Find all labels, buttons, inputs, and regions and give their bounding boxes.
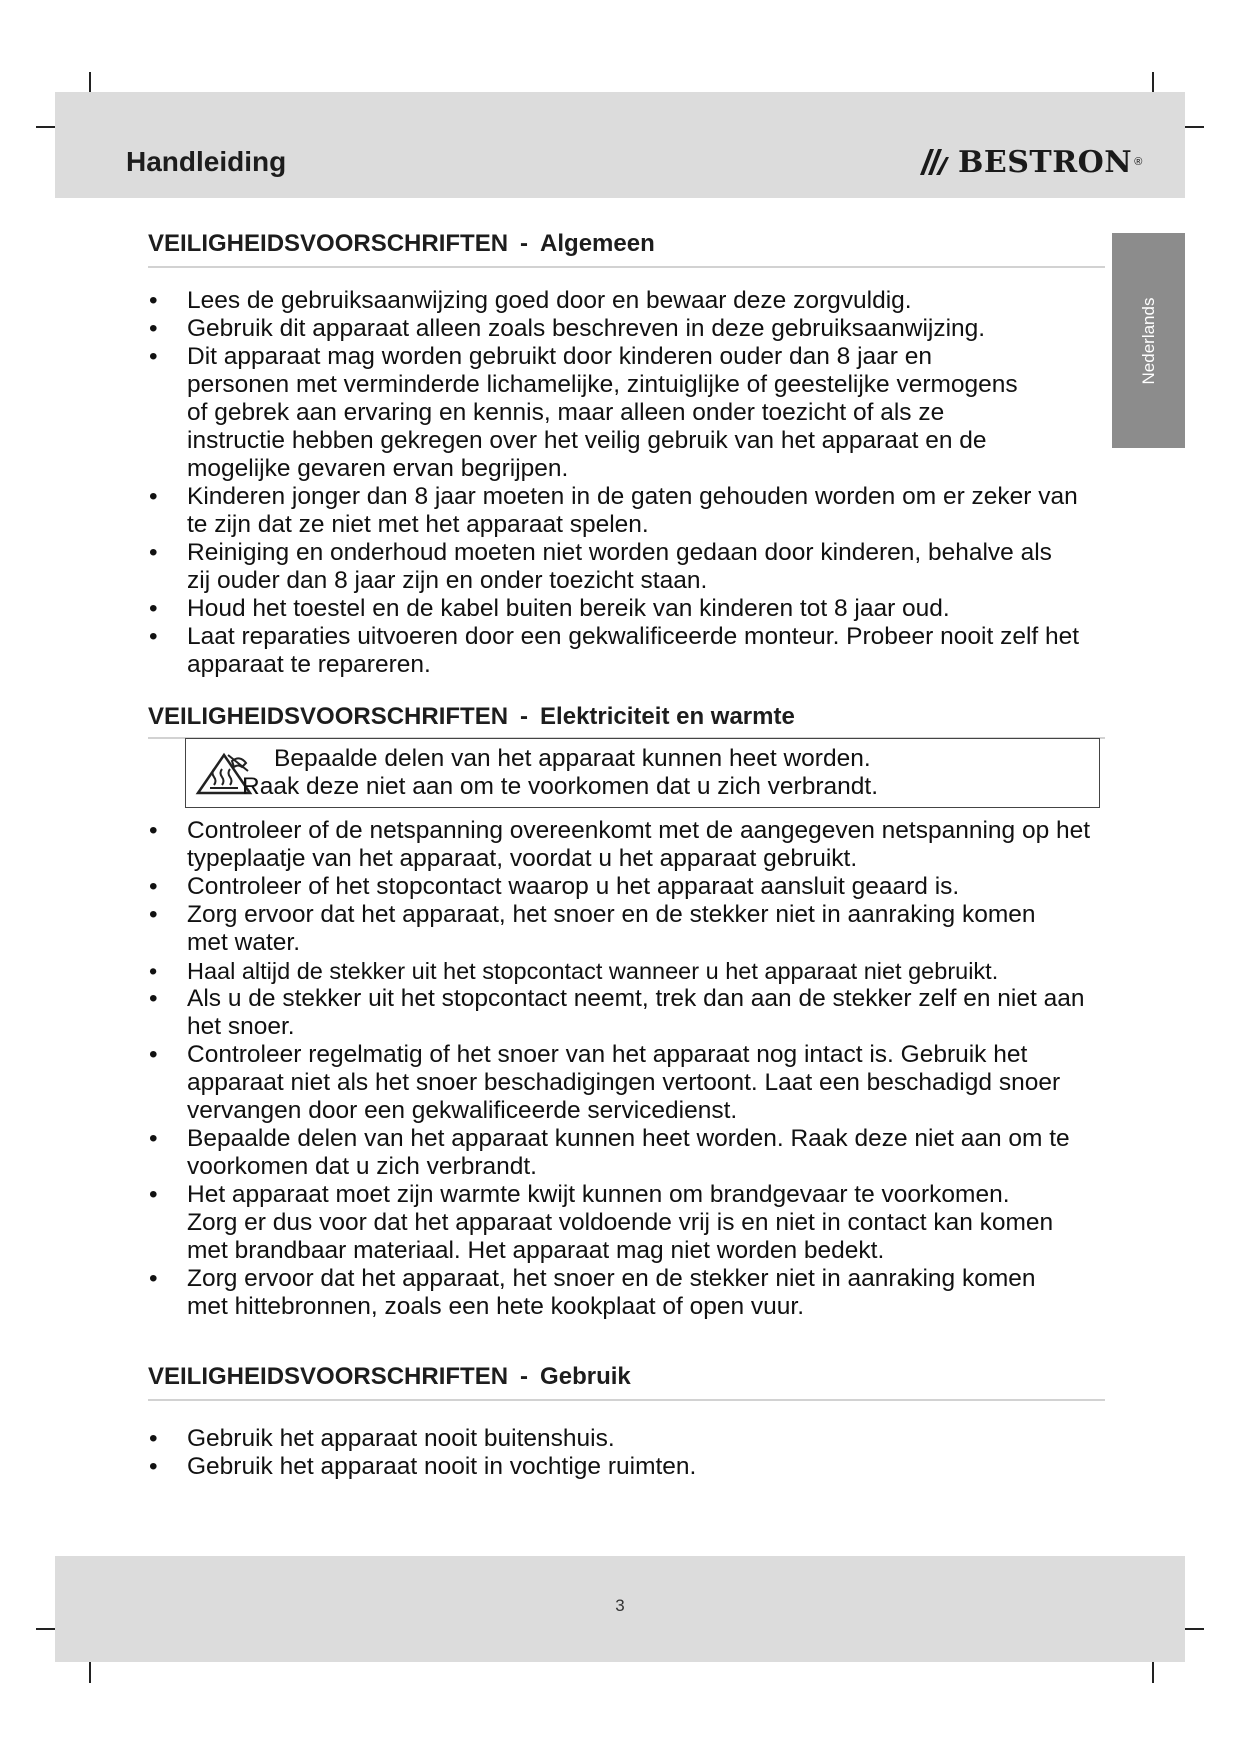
list-item: • Bepaalde delen van het apparaat kunnen heet worden. Raak deze niet aan om te voorkomen dat u zich verbrandt. [140, 1125, 1115, 1181]
brand-logo [918, 140, 1142, 184]
bestron-chevron-icon [918, 145, 952, 179]
list-item: • Kinderen jonger dan 8 jaar moeten in de gaten gehouden worden om er zeker van te zijn dat ze niet met het apparaat spelen. [140, 483, 1115, 539]
list-item: • Gebruik dit apparaat alleen zoals beschreven in deze gebruiksaanwijzing. [140, 315, 1115, 343]
list-item: • Gebruik het apparaat nooit buitenshuis. [140, 1425, 1115, 1453]
list-item: • Haal altijd de stekker uit het stopcontact wanneer u het apparaat niet gebruikt. [140, 957, 1115, 985]
page-number: 3 [615, 1596, 625, 1615]
list-item: • Controleer of het stopcontact waarop u het apparaat aansluit geaard is. [140, 873, 1115, 901]
section-heading-algemeen: VEILIGHEIDSVOORSCHRIFTEN - Algemeen [148, 230, 655, 257]
section-heading-elektriciteit: VEILIGHEIDSVOORSCHRIFTEN - Elektriciteit en warmte [148, 703, 795, 730]
list-item: • Controleer of de netspanning overeenkomt met de aangegeven netspanning op het typeplaatje van het apparaat, voordat u het apparaat gebruikt. [140, 817, 1115, 873]
language-tab [1112, 233, 1185, 448]
section-subheading: Algemeen [540, 230, 655, 257]
section-subheading: Elektriciteit en warmte [540, 703, 795, 730]
list-item: • Houd het toestel en de kabel buiten bereik van kinderen tot 8 jaar oud. [140, 595, 1115, 623]
list-item: • Reiniging en onderhoud moeten niet worden gedaan door kinderen, behalve als zij ouder dan 8 jaar zijn en onder toezicht staan. [140, 539, 1115, 595]
list-item: • Gebruik het apparaat nooit in vochtige ruimten. [140, 1453, 1115, 1481]
section-heading-text: VEILIGHEIDSVOORSCHRIFTEN [148, 230, 509, 257]
bullet-list-algemeen [140, 287, 1115, 679]
list-item: • Zorg ervoor dat het apparaat, het snoer en de stekker niet in aanraking komen met hittebronnen, zoals een hete kookplaat of open vuur. [140, 1265, 1115, 1321]
list-item: • Dit apparaat mag worden gebruikt door kinderen ouder dan 8 jaar en personen met verminderde lichamelijke, zintuiglijke of geestelijke vermogens of gebrek aan ervaring en kennis, maar alleen onder toezicht of als ze instructie hebben gekregen over het veilig gebruik van het apparaat en de mogelijke gevaren ervan begrijpen. [140, 343, 1115, 483]
section-heading-text: VEILIGHEIDSVOORSCHRIFTEN [148, 703, 509, 730]
list-item: • Controleer regelmatig of het snoer van het apparaat nog intact is. Gebruik het apparaat niet als het snoer beschadigingen vertoont. Laat een beschadigd snoer vervangen door een gekwalificeerde servicedienst. [140, 1041, 1115, 1125]
list-item: • Laat reparaties uitvoeren door een gekwalificeerde monteur. Probeer nooit zelf het apparaat te repareren. [140, 623, 1115, 679]
warning-box [185, 738, 1100, 808]
language-label: Nederlands [1138, 297, 1158, 384]
section-divider [148, 266, 1105, 268]
list-item: • Het apparaat moet zijn warmte kwijt kunnen om brandgevaar te voorkomen. Zorg er dus voor dat het apparaat voldoende vrij is en niet in contact kan komen met brandbaar materiaal. Het apparaat mag niet worden bedekt. [140, 1181, 1115, 1265]
section-subheading: Gebruik [540, 1363, 631, 1390]
warning-line-2: Raak deze niet aan om te voorkomen dat u zich verbrandt. [242, 773, 878, 800]
section-heading-text: VEILIGHEIDSVOORSCHRIFTEN [148, 1363, 509, 1390]
list-item: • Zorg ervoor dat het apparaat, het snoer en de stekker niet in aanraking komen met water. [140, 901, 1115, 957]
list-item: • Lees de gebruiksaanwijzing goed door en bewaar deze zorgvuldig. [140, 287, 1115, 315]
footer-band [55, 1556, 1185, 1662]
bullet-list-gebruik [140, 1425, 1115, 1481]
brand-name: BESTRON [958, 144, 1133, 180]
bullet-list-elektriciteit [140, 817, 1115, 1321]
page-title: Handleiding [126, 146, 287, 177]
warning-line-1: Bepaalde delen van het apparaat kunnen heet worden. [274, 745, 871, 772]
section-divider [148, 1399, 1105, 1401]
list-item: • Als u de stekker uit het stopcontact neemt, trek dan aan de stekker zelf en niet aan het snoer. [140, 985, 1115, 1041]
section-heading-gebruik: VEILIGHEIDSVOORSCHRIFTEN - Gebruik [148, 1363, 631, 1390]
registered-mark: ® [1134, 156, 1143, 168]
